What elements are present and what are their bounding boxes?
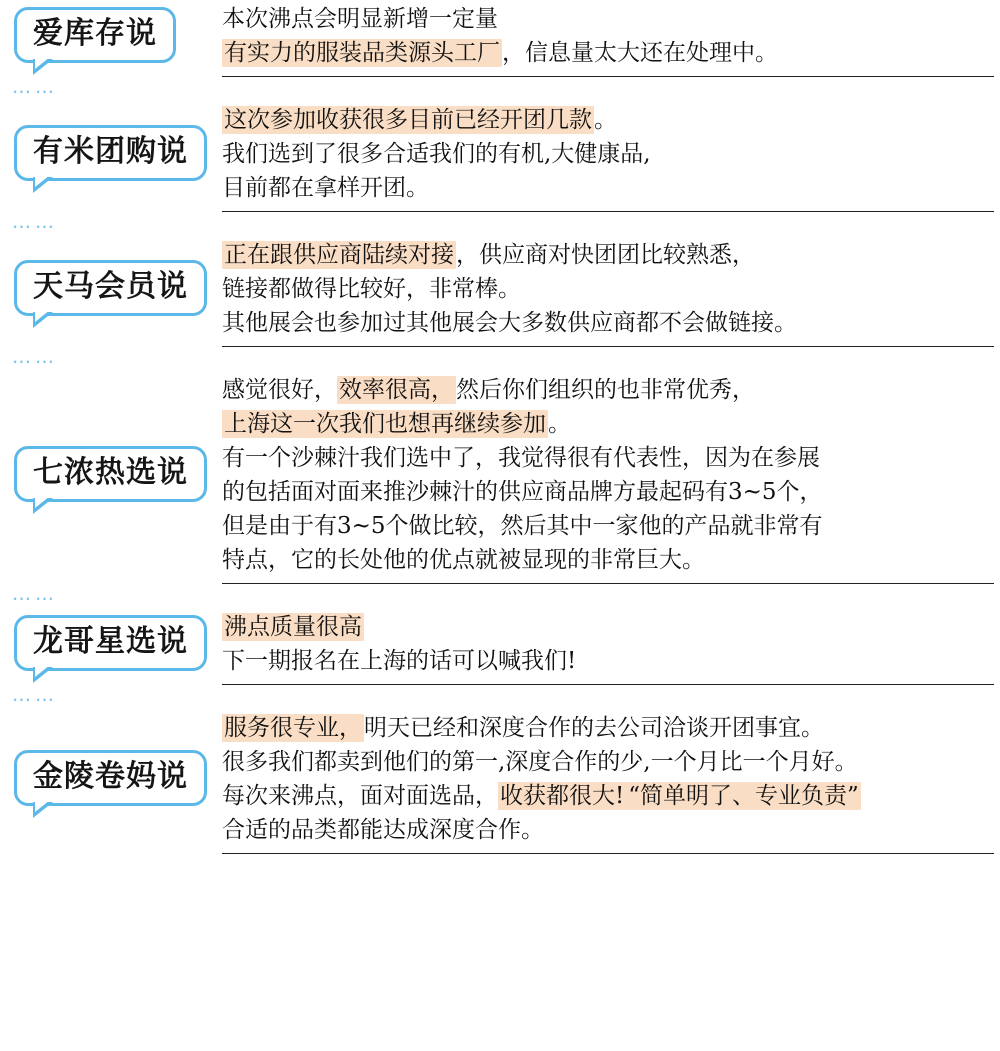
testimonial-line [222, 644, 994, 678]
testimonial-line [222, 171, 994, 205]
plain-text: ，供应商对快团团比较熟悉， [456, 242, 755, 268]
speaker-label-wrap [0, 0, 222, 63]
speaker-name: 七浓热选说 [33, 455, 188, 490]
testimonial-block [0, 236, 1000, 347]
highlighted-text: 服务很专业， [224, 715, 362, 741]
highlighted-text: 效率很高， [339, 377, 454, 403]
section-divider [222, 853, 994, 854]
plain-text: 我们选到了很多合适我们的有机,大健康品, [222, 141, 651, 167]
testimonial-line [222, 36, 994, 70]
testimonial-content [222, 101, 1000, 212]
testimonial-line [222, 238, 994, 272]
testimonial-line [222, 137, 994, 171]
speaker-label-wrap [0, 236, 222, 316]
highlighted-text: 沸点质量很高 [224, 614, 362, 640]
plain-text: 。 [548, 411, 571, 437]
speaker-name: 爱库存说 [33, 16, 157, 51]
speaker-label-wrap [0, 608, 222, 671]
highlighted-text: 有实力的服装品类源头工厂 [224, 40, 500, 66]
testimonial-line [222, 779, 994, 813]
speaker-label-wrap [0, 101, 222, 181]
plain-text: 特点，它的长处他的优点就被显现的非常巨大。 [222, 547, 705, 573]
speaker-bubble [14, 260, 207, 316]
testimonial-content [222, 608, 1000, 685]
testimonial-line [222, 306, 994, 340]
plain-text: 链接都做得比较好，非常棒。 [222, 276, 521, 302]
highlighted-text: “简单明了、专业负责” [628, 783, 859, 809]
testimonial-line [222, 441, 994, 475]
highlighted-text: 收获都很大! [500, 783, 625, 809]
speaker-bubble [14, 750, 207, 806]
speaker-name: 金陵卷妈说 [33, 759, 188, 794]
testimonial-line [222, 813, 994, 847]
speaker-label-wrap [0, 371, 222, 502]
section-divider [222, 583, 994, 584]
plain-text: 感觉很好， [222, 377, 337, 403]
testimonial-line [222, 610, 994, 644]
highlighted-text: 上海这一次我们也想再继续参加 [224, 411, 546, 437]
testimonial-line [222, 509, 994, 543]
plain-text: 其他展会也参加过其他展会大多数供应商都不会做链接。 [222, 310, 797, 336]
speaker-bubble [14, 7, 176, 63]
plain-text: 下一期报名在上海的话可以喊我们! [222, 648, 577, 674]
section-divider [222, 346, 994, 347]
testimonial-content [222, 236, 1000, 347]
plain-text: 然后你们组织的也非常优秀， [456, 377, 755, 403]
testimonial-block [0, 101, 1000, 212]
section-divider [222, 76, 994, 77]
plain-text: 目前都在拿样开团。 [222, 175, 429, 201]
speaker-name: 有米团购说 [33, 134, 188, 169]
testimonial-content [222, 371, 1000, 584]
testimonial-line [222, 272, 994, 306]
plain-text: 很多我们都卖到他们的第一,深度合作的少,一个月比一个月好。 [222, 749, 858, 775]
plain-text: ，信息量太大还在处理中。 [502, 40, 778, 66]
plain-text: 的包括面对面来推沙棘汁的供应商品牌方最起码有3~5个， [222, 479, 823, 505]
speaker-bubble [14, 615, 207, 671]
testimonial-line [222, 475, 994, 509]
testimonial-line [222, 745, 994, 779]
testimonial-block [0, 709, 1000, 854]
testimonial-line [222, 373, 994, 407]
section-separator-dots: …… [12, 346, 58, 368]
section-divider [222, 211, 994, 212]
speaker-name: 龙哥星选说 [33, 624, 188, 659]
speaker-name: 天马会员说 [33, 269, 188, 304]
section-separator-dots: …… [12, 76, 58, 98]
plain-text: 明天已经和深度合作的去公司洽谈开团事宜。 [364, 715, 824, 741]
testimonial-block [0, 371, 1000, 584]
testimonial-block [0, 0, 1000, 77]
testimonial-line [222, 543, 994, 577]
highlighted-text: 正在跟供应商陆续对接 [224, 242, 454, 268]
testimonial-content [222, 0, 1000, 77]
section-separator-dots: …… [12, 684, 58, 706]
section-separator-dots: …… [12, 583, 58, 605]
highlighted-text: 这次参加收获很多目前已经开团几款 [224, 107, 592, 133]
plain-text: 每次来沸点，面对面选品， [222, 783, 498, 809]
section-separator-dots: …… [12, 211, 58, 233]
plain-text: 但是由于有3~5个做比较，然后其中一家他的产品就非常有 [222, 513, 823, 539]
testimonial-line [222, 407, 994, 441]
plain-text: 有一个沙棘汁我们选中了，我觉得很有代表性，因为在参展 [222, 445, 820, 471]
testimonial-line [222, 2, 994, 36]
speaker-bubble [14, 446, 207, 502]
speaker-label-wrap [0, 709, 222, 806]
section-divider [222, 684, 994, 685]
testimonial-content [222, 709, 1000, 854]
testimonial-block [0, 608, 1000, 685]
testimonial-line [222, 711, 994, 745]
plain-text: 。 [594, 107, 617, 133]
testimonial-line [222, 103, 994, 137]
speaker-bubble [14, 125, 207, 181]
plain-text: 合适的品类都能达成深度合作。 [222, 817, 544, 843]
plain-text: 本次沸点会明显新增一定量 [222, 6, 498, 32]
